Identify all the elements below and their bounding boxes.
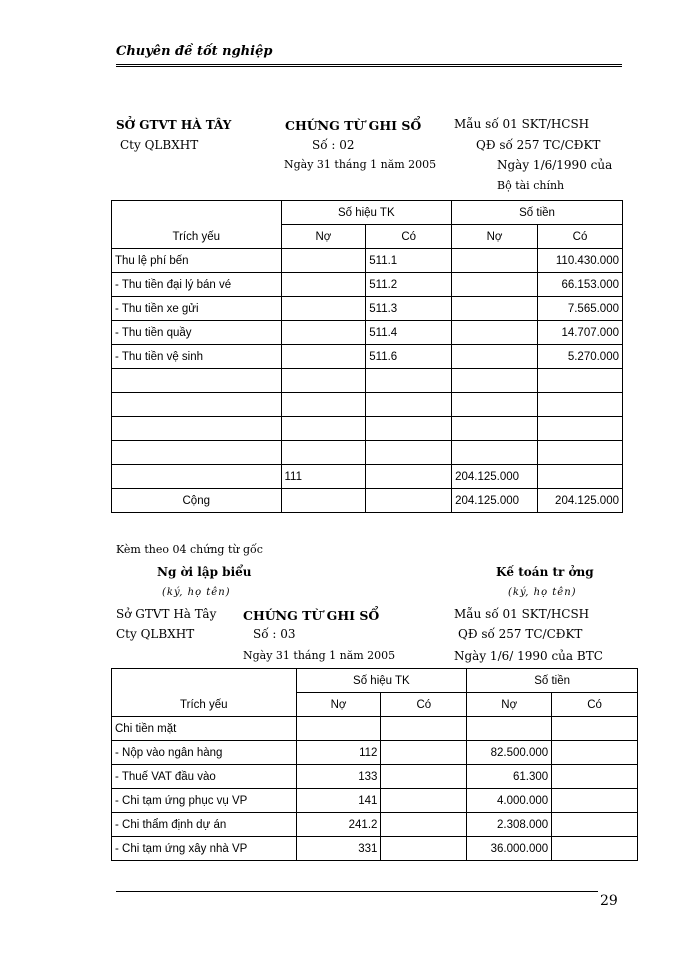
table-cell bbox=[296, 717, 381, 741]
table-cell bbox=[366, 417, 452, 441]
table-cell: - Thu tiền xe gửi bbox=[112, 297, 282, 321]
table-cell: Thu lệ phí bến bbox=[112, 249, 282, 273]
table-row bbox=[112, 345, 623, 369]
header-rule bbox=[116, 64, 622, 65]
table-cell: - Chi tạm ứng phục vụ VP bbox=[112, 789, 297, 813]
table-cell bbox=[452, 297, 538, 321]
table-cell: 204.125.000 bbox=[452, 465, 538, 489]
col-co: Có bbox=[381, 693, 467, 717]
table-cell bbox=[281, 369, 366, 393]
table-cell bbox=[366, 465, 452, 489]
table-row bbox=[112, 273, 623, 297]
table-cell: Cộng bbox=[112, 489, 282, 513]
v1-company: Cty QLBXHT bbox=[120, 138, 199, 152]
table-row bbox=[112, 813, 638, 837]
col-so-tien: Số tiền bbox=[467, 669, 638, 693]
v1-org: SỞ GTVT HÀ TÂY bbox=[116, 118, 232, 132]
table-cell bbox=[552, 789, 638, 813]
table-cell: 511.1 bbox=[366, 249, 452, 273]
table-cell: 133 bbox=[296, 765, 381, 789]
table-cell: 82.500.000 bbox=[467, 741, 552, 765]
table-cell: 66.153.000 bbox=[538, 273, 623, 297]
col-no: Nợ bbox=[452, 225, 538, 249]
table-cell: - Chi tạm ứng xây nhà VP bbox=[112, 837, 297, 861]
v1-ministry: Bộ tài chính bbox=[497, 179, 565, 192]
table-cell bbox=[552, 813, 638, 837]
table-cell bbox=[112, 465, 282, 489]
page-number: 29 bbox=[600, 893, 618, 909]
table-cell bbox=[381, 717, 467, 741]
table-cell: 14.707.000 bbox=[538, 321, 623, 345]
table-cell bbox=[112, 417, 282, 441]
table-row bbox=[112, 789, 638, 813]
v1-table bbox=[111, 200, 623, 513]
table-row bbox=[112, 249, 623, 273]
v2-table bbox=[111, 668, 638, 861]
table-row bbox=[112, 837, 638, 861]
col-so-hieu-tk: Số hiệu TK bbox=[281, 201, 452, 225]
table-row bbox=[112, 489, 623, 513]
v1-form: Mẫu số 01 SKT/HCSH bbox=[454, 117, 590, 131]
table-row bbox=[112, 741, 638, 765]
footer-rule bbox=[116, 891, 598, 892]
table-cell: 36.000.000 bbox=[467, 837, 552, 861]
v2-title: CHỨNG TỪ GHI SỔ bbox=[243, 608, 380, 623]
table-cell bbox=[281, 417, 366, 441]
table-cell bbox=[452, 345, 538, 369]
attach-note: Kèm theo 04 chứng từ gốc bbox=[116, 543, 263, 556]
col-trich-yeu: Trích yếu bbox=[112, 669, 297, 717]
table-cell bbox=[538, 417, 623, 441]
table-cell: 5.270.000 bbox=[538, 345, 623, 369]
page-header-title: Chuyên đề tốt nghiệp bbox=[116, 44, 273, 59]
col-so-hieu-tk: Số hiệu TK bbox=[296, 669, 467, 693]
v1-date: Ngày 31 tháng 1 năm 2005 bbox=[284, 158, 437, 171]
table-cell bbox=[366, 369, 452, 393]
v2-date: Ngày 31 tháng 1 năm 2005 bbox=[243, 649, 396, 662]
accountant-sign: (ký, họ tên) bbox=[508, 587, 577, 598]
table-cell: 511.2 bbox=[366, 273, 452, 297]
table-cell bbox=[112, 441, 282, 465]
table-cell bbox=[281, 273, 366, 297]
table-cell bbox=[467, 717, 552, 741]
table-cell: - Thu tiền quầy bbox=[112, 321, 282, 345]
table-row bbox=[112, 765, 638, 789]
header-rule-double bbox=[116, 66, 622, 67]
table-cell bbox=[281, 441, 366, 465]
col-no: Nợ bbox=[281, 225, 366, 249]
table-row bbox=[112, 717, 638, 741]
table-header-row bbox=[112, 669, 638, 693]
table-cell bbox=[552, 717, 638, 741]
table-cell: 511.3 bbox=[366, 297, 452, 321]
accountant-label: Kế toán tr ởng bbox=[496, 565, 594, 579]
table-cell: 111 bbox=[281, 465, 366, 489]
table-cell: 241.2 bbox=[296, 813, 381, 837]
v2-company: Cty QLBXHT bbox=[116, 627, 195, 641]
col-no: Nợ bbox=[296, 693, 381, 717]
table-header-row bbox=[112, 201, 623, 225]
table-cell bbox=[452, 441, 538, 465]
v2-form: Mẫu số 01 SKT/HCSH bbox=[454, 607, 590, 621]
table-cell: - Nộp vào ngân hàng bbox=[112, 741, 297, 765]
table-cell: - Chi thẩm định dự án bbox=[112, 813, 297, 837]
table-cell bbox=[381, 837, 467, 861]
table-cell: 4.000.000 bbox=[467, 789, 552, 813]
table-cell: Chi tiền mặt bbox=[112, 717, 297, 741]
table-cell bbox=[538, 369, 623, 393]
table-row bbox=[112, 321, 623, 345]
table-cell bbox=[552, 741, 638, 765]
col-so-tien: Số tiền bbox=[452, 201, 623, 225]
col-co: Có bbox=[552, 693, 638, 717]
table-cell: 2.308.000 bbox=[467, 813, 552, 837]
table-cell bbox=[281, 489, 366, 513]
table-cell bbox=[538, 441, 623, 465]
table-cell: - Thuế VAT đầu vào bbox=[112, 765, 297, 789]
table-row bbox=[112, 441, 623, 465]
table-cell: 141 bbox=[296, 789, 381, 813]
table-cell bbox=[538, 465, 623, 489]
table-cell: - Thu tiền vệ sinh bbox=[112, 345, 282, 369]
table-cell bbox=[112, 393, 282, 417]
v2-decision-date: Ngày 1/6/ 1990 của BTC bbox=[454, 649, 603, 663]
v2-org: Sở GTVT Hà Tây bbox=[116, 607, 217, 621]
table-cell bbox=[452, 417, 538, 441]
table-cell bbox=[452, 369, 538, 393]
v1-title: CHỨNG TỪ GHI SỔ bbox=[285, 118, 422, 133]
table-cell: 204.125.000 bbox=[452, 489, 538, 513]
table-cell: 511.6 bbox=[366, 345, 452, 369]
table-row bbox=[112, 393, 623, 417]
v1-decision: QĐ số 257 TC/CĐKT bbox=[476, 138, 601, 152]
table-cell bbox=[452, 393, 538, 417]
table-cell: 112 bbox=[296, 741, 381, 765]
table-cell: 110.430.000 bbox=[538, 249, 623, 273]
v1-number: Số : 02 bbox=[312, 138, 355, 152]
table-cell: - Thu tiền đại lý bán vé bbox=[112, 273, 282, 297]
v2-decision: QĐ số 257 TC/CĐKT bbox=[458, 627, 583, 641]
col-co: Có bbox=[366, 225, 452, 249]
table-cell bbox=[452, 273, 538, 297]
table-cell bbox=[366, 441, 452, 465]
table-cell bbox=[452, 249, 538, 273]
table-cell bbox=[538, 393, 623, 417]
table-cell bbox=[452, 321, 538, 345]
preparer-sign: (ký, họ tên) bbox=[162, 587, 231, 598]
col-trich-yeu: Trích yếu bbox=[112, 201, 282, 249]
table-cell bbox=[381, 741, 467, 765]
table-cell bbox=[281, 249, 366, 273]
table-row bbox=[112, 369, 623, 393]
table-cell: 204.125.000 bbox=[538, 489, 623, 513]
table-cell bbox=[281, 321, 366, 345]
v2-number: Số : 03 bbox=[253, 627, 296, 641]
preparer-label: Ng ời lập biểu bbox=[157, 565, 252, 579]
table-cell bbox=[381, 813, 467, 837]
table-cell bbox=[281, 345, 366, 369]
table-cell: 331 bbox=[296, 837, 381, 861]
table-cell bbox=[281, 393, 366, 417]
v1-decision-date: Ngày 1/6/1990 của bbox=[497, 158, 613, 172]
table-cell bbox=[552, 837, 638, 861]
table-cell bbox=[366, 393, 452, 417]
table-row bbox=[112, 417, 623, 441]
table-cell: 511.4 bbox=[366, 321, 452, 345]
table-row bbox=[112, 297, 623, 321]
table-cell: 61.300 bbox=[467, 765, 552, 789]
table-cell: 7.565.000 bbox=[538, 297, 623, 321]
col-co: Có bbox=[538, 225, 623, 249]
table-cell bbox=[381, 765, 467, 789]
table-cell bbox=[112, 369, 282, 393]
table-row bbox=[112, 465, 623, 489]
col-no: Nợ bbox=[467, 693, 552, 717]
table-cell bbox=[366, 489, 452, 513]
table-cell bbox=[381, 789, 467, 813]
table-cell bbox=[281, 297, 366, 321]
table-cell bbox=[552, 765, 638, 789]
